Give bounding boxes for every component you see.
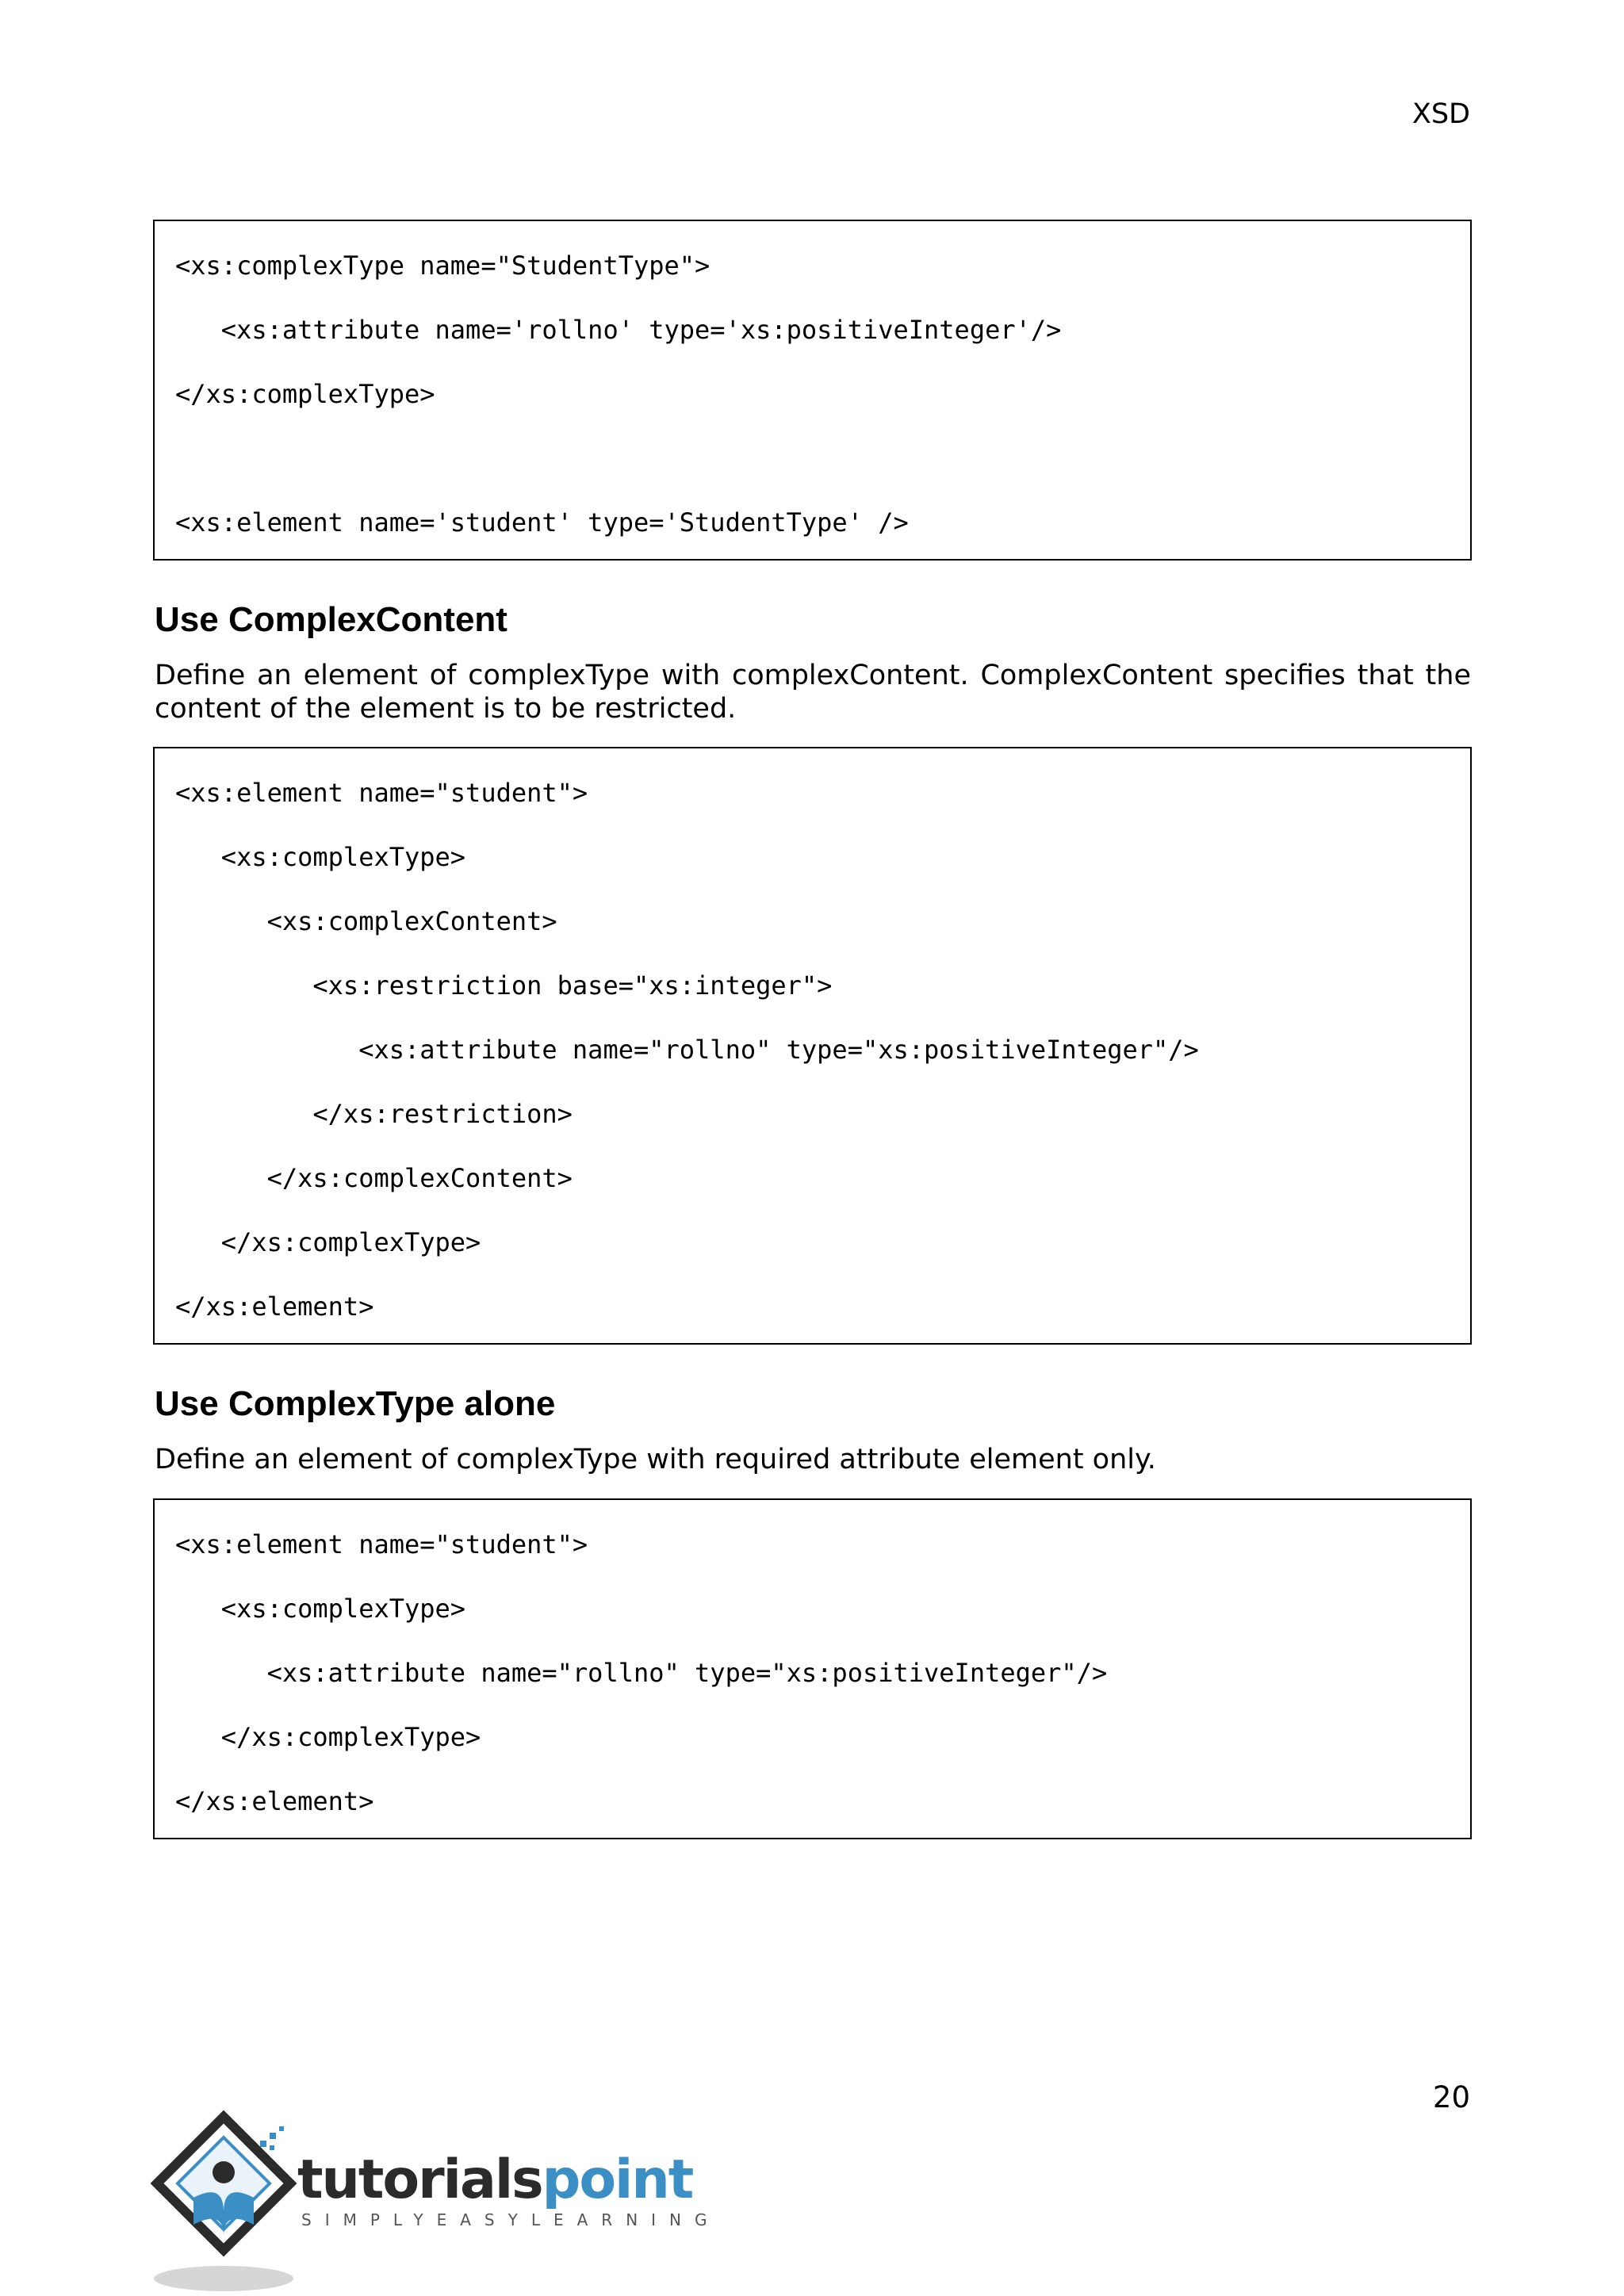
code-line: <xs:restriction base="xs:integer"> xyxy=(175,970,833,1001)
code-line: <xs:attribute name='rollno' type='xs:positiveInteger'/> xyxy=(175,315,1062,345)
section-heading-complex-type-alone: Use ComplexType alone xyxy=(155,1384,556,1423)
code-block-student-type xyxy=(153,220,1472,561)
tutorialspoint-logo xyxy=(151,2109,721,2296)
code-line: </xs:complexType> xyxy=(175,379,435,409)
code-line: <xs:complexContent> xyxy=(175,906,557,936)
code-line: <xs:complexType> xyxy=(175,1594,466,1624)
logo-tagline: SIMPLYEASYLEARNING xyxy=(301,2210,721,2229)
code-block-complex-content xyxy=(153,747,1472,1345)
code-line: </xs:complexContent> xyxy=(175,1163,573,1193)
page-header-title: XSD xyxy=(1411,98,1470,130)
logo-emblem-icon xyxy=(151,2109,309,2296)
code-line: </xs:restriction> xyxy=(175,1099,573,1129)
code-line: <xs:element name="student"> xyxy=(175,1529,588,1559)
code-line: </xs:element> xyxy=(175,1786,374,1816)
logo-word-point: point xyxy=(542,2149,693,2211)
section-paragraph-complex-type-alone: Define an element of complexType with required attribute element only. xyxy=(155,1444,1156,1475)
code-line: <xs:attribute name="rollno" type="xs:positiveInteger"/> xyxy=(175,1035,1199,1065)
section-heading-complex-content: Use ComplexContent xyxy=(155,600,508,639)
logo-wordmark xyxy=(297,2149,692,2211)
code-line: <xs:element name='student' type='StudentType' /> xyxy=(175,507,909,538)
page-number: 20 xyxy=(1432,2080,1470,2114)
logo-word-tutorials: tutorials xyxy=(297,2149,542,2211)
code-line: <xs:element name="student"> xyxy=(175,778,588,808)
section-paragraph-complex-content: Define an element of complexType with complexContent. ComplexContent specifies that the content of the element is to be restricted. xyxy=(155,660,1471,725)
code-line: <xs:complexType name="StudentType"> xyxy=(175,251,710,281)
code-block-complex-type-alone xyxy=(153,1498,1472,1839)
code-line: <xs:attribute name="rollno" type="xs:positiveInteger"/> xyxy=(175,1658,1108,1688)
code-line: </xs:complexType> xyxy=(175,1722,481,1752)
code-line-blank xyxy=(175,427,1470,491)
code-line: </xs:complexType> xyxy=(175,1227,481,1257)
code-line: <xs:complexType> xyxy=(175,842,466,872)
code-line: </xs:element> xyxy=(175,1292,374,1322)
